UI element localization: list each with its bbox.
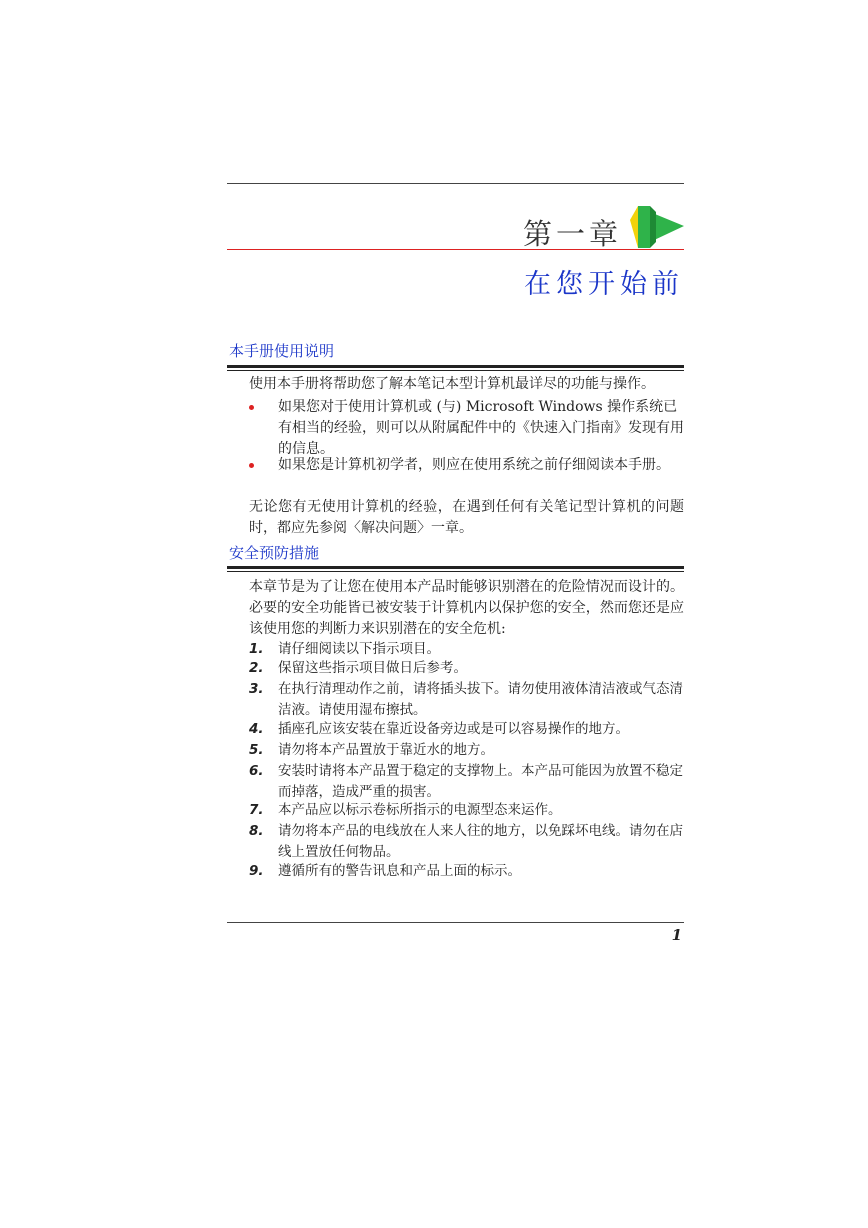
bullet-item — [249, 455, 684, 476]
bullet-text: 如果您对于使用计算机或 (与) Microsoft Windows 操作系统已有相当的经验，则可以从附属配件中的《快速入门指南》发现有用的信息。 — [278, 399, 684, 457]
page-number: 1 — [671, 926, 682, 944]
section-heading-safety: 安全预防措施 — [229, 544, 320, 562]
item-text: 保留这些指示项目做日后参考。 — [278, 660, 467, 676]
section-rule-thin — [227, 370, 684, 371]
bullet-dot-icon — [249, 405, 254, 410]
numbered-item — [249, 719, 684, 740]
section-heading-manual: 本手册使用说明 — [229, 342, 335, 360]
numbered-item — [249, 740, 684, 761]
item-number: 4. — [249, 721, 264, 737]
item-text: 本产品应以标示卷标所指示的电源型态来运作。 — [278, 802, 562, 818]
chapter-header — [227, 198, 684, 250]
section-rule-thick — [227, 365, 684, 368]
section-rule-thin — [227, 571, 684, 572]
item-text: 安装时请将本产品置于稳定的支撑物上。本产品可能因为放置不稳定而掉落，造成严重的损害。 — [278, 763, 683, 800]
chapter-red-rule — [227, 249, 684, 250]
numbered-item — [249, 761, 684, 803]
footer-rule — [227, 922, 684, 923]
safety-intro-text: 本章节是为了让您在使用本产品时能够识别潜在的危险情况而设计的。必要的安全功能皆已被安装于计算机内以保护您的安全，然而您还是应该使用您的判断力来识别潜在的安全危机: — [249, 579, 684, 637]
numbered-item — [249, 658, 684, 679]
item-text: 插座孔应该安装在靠近设备旁边或是可以容易操作的地方。 — [278, 721, 629, 737]
item-number: 8. — [249, 823, 264, 839]
manual-closing-text: 无论您有无使用计算机的经验，在遇到任何有关笔记型计算机的问题时，都应先参阅〈解决问题〉一章。 — [249, 499, 684, 536]
item-text: 请勿将本产品的电线放在人来人往的地方，以免踩坏电线。请勿在店线上置放任何物品。 — [278, 823, 683, 860]
item-number: 6. — [249, 763, 264, 779]
bullet-dot-icon — [249, 463, 254, 468]
item-number: 7. — [249, 802, 264, 818]
bullet-item — [249, 397, 684, 460]
item-number: 3. — [249, 681, 264, 697]
item-text: 请勿将本产品置放于靠近水的地方。 — [278, 742, 494, 758]
numbered-item — [249, 861, 684, 882]
item-number: 9. — [249, 863, 264, 879]
item-number: 5. — [249, 742, 264, 758]
item-text: 请仔细阅读以下指示项目。 — [278, 641, 440, 657]
bullet-text: 如果您是计算机初学者，则应在使用系统之前仔细阅读本手册。 — [278, 457, 670, 473]
manual-intro-text: 使用本手册将帮助您了解本笔记本型计算机最详尽的功能与操作。 — [249, 376, 655, 392]
section-rule-thick — [227, 566, 684, 569]
item-text: 在执行清理动作之前，请将插头拔下。请勿使用液体清洁液或气态清洁液。请使用湿布擦拭。 — [278, 681, 683, 718]
chapter-title: 在您开始前 — [524, 269, 684, 300]
numbered-item — [249, 679, 684, 721]
numbered-item — [249, 639, 684, 660]
item-number: 2. — [249, 660, 264, 676]
top-rule — [227, 183, 684, 184]
item-text: 遵循所有的警告讯息和产品上面的标示。 — [278, 863, 521, 879]
numbered-item — [249, 800, 684, 821]
numbered-item — [249, 821, 684, 863]
chapter-logo-icon — [626, 202, 684, 248]
item-number: 1. — [249, 641, 264, 657]
chapter-label: 第一章 — [522, 217, 622, 251]
